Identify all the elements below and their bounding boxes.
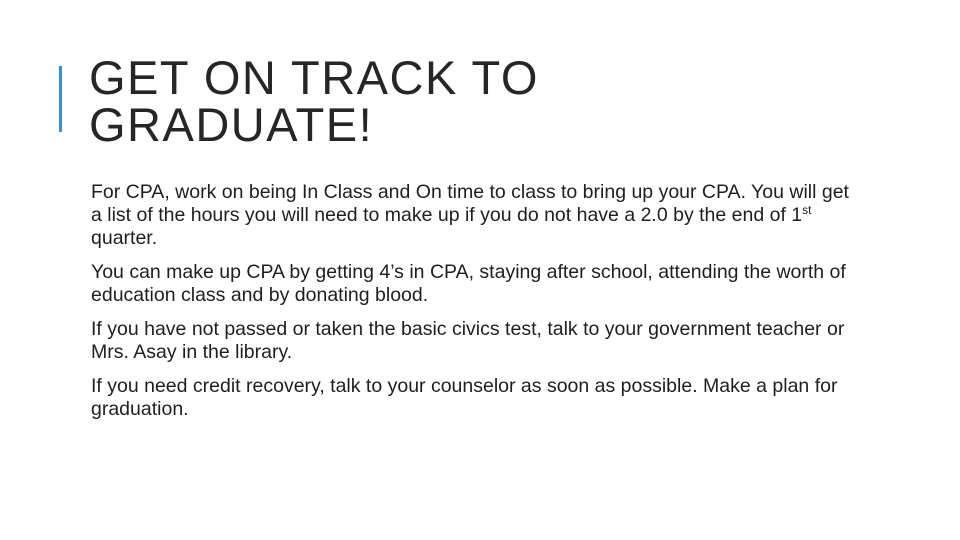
paragraph-cpa-hours-end: quarter.	[91, 227, 158, 249]
title-accent-bar	[59, 66, 62, 132]
paragraph-make-up-cpa: You can make up CPA by getting 4’s in CPA, staying after school, attending the worth of education class and by donating blood.	[91, 261, 846, 306]
slide-title	[89, 51, 909, 151]
slide-title-line-2: GRADUATE!	[89, 98, 374, 151]
paragraph-credit-recovery: If you need credit recovery, talk to your counselor as soon as possible. Make a plan for graduation.	[91, 375, 838, 420]
slide-body	[91, 181, 851, 432]
slide-title-line-1: GET ON TRACK TO	[89, 51, 539, 104]
paragraph-civics-test: If you have not passed or taken the basic civics test, talk to your government teacher or Mrs. Asay in the library.	[91, 318, 845, 363]
paragraph-cpa-hours-text: For CPA, work on being In Class and On time to class to bring up your CPA. You will get a list of the hours you will need to make up if you do not have a 2.0 by the end of 1	[91, 181, 849, 226]
paragraph-cpa-hours	[91, 181, 851, 250]
ordinal-suffix: st	[802, 203, 812, 217]
